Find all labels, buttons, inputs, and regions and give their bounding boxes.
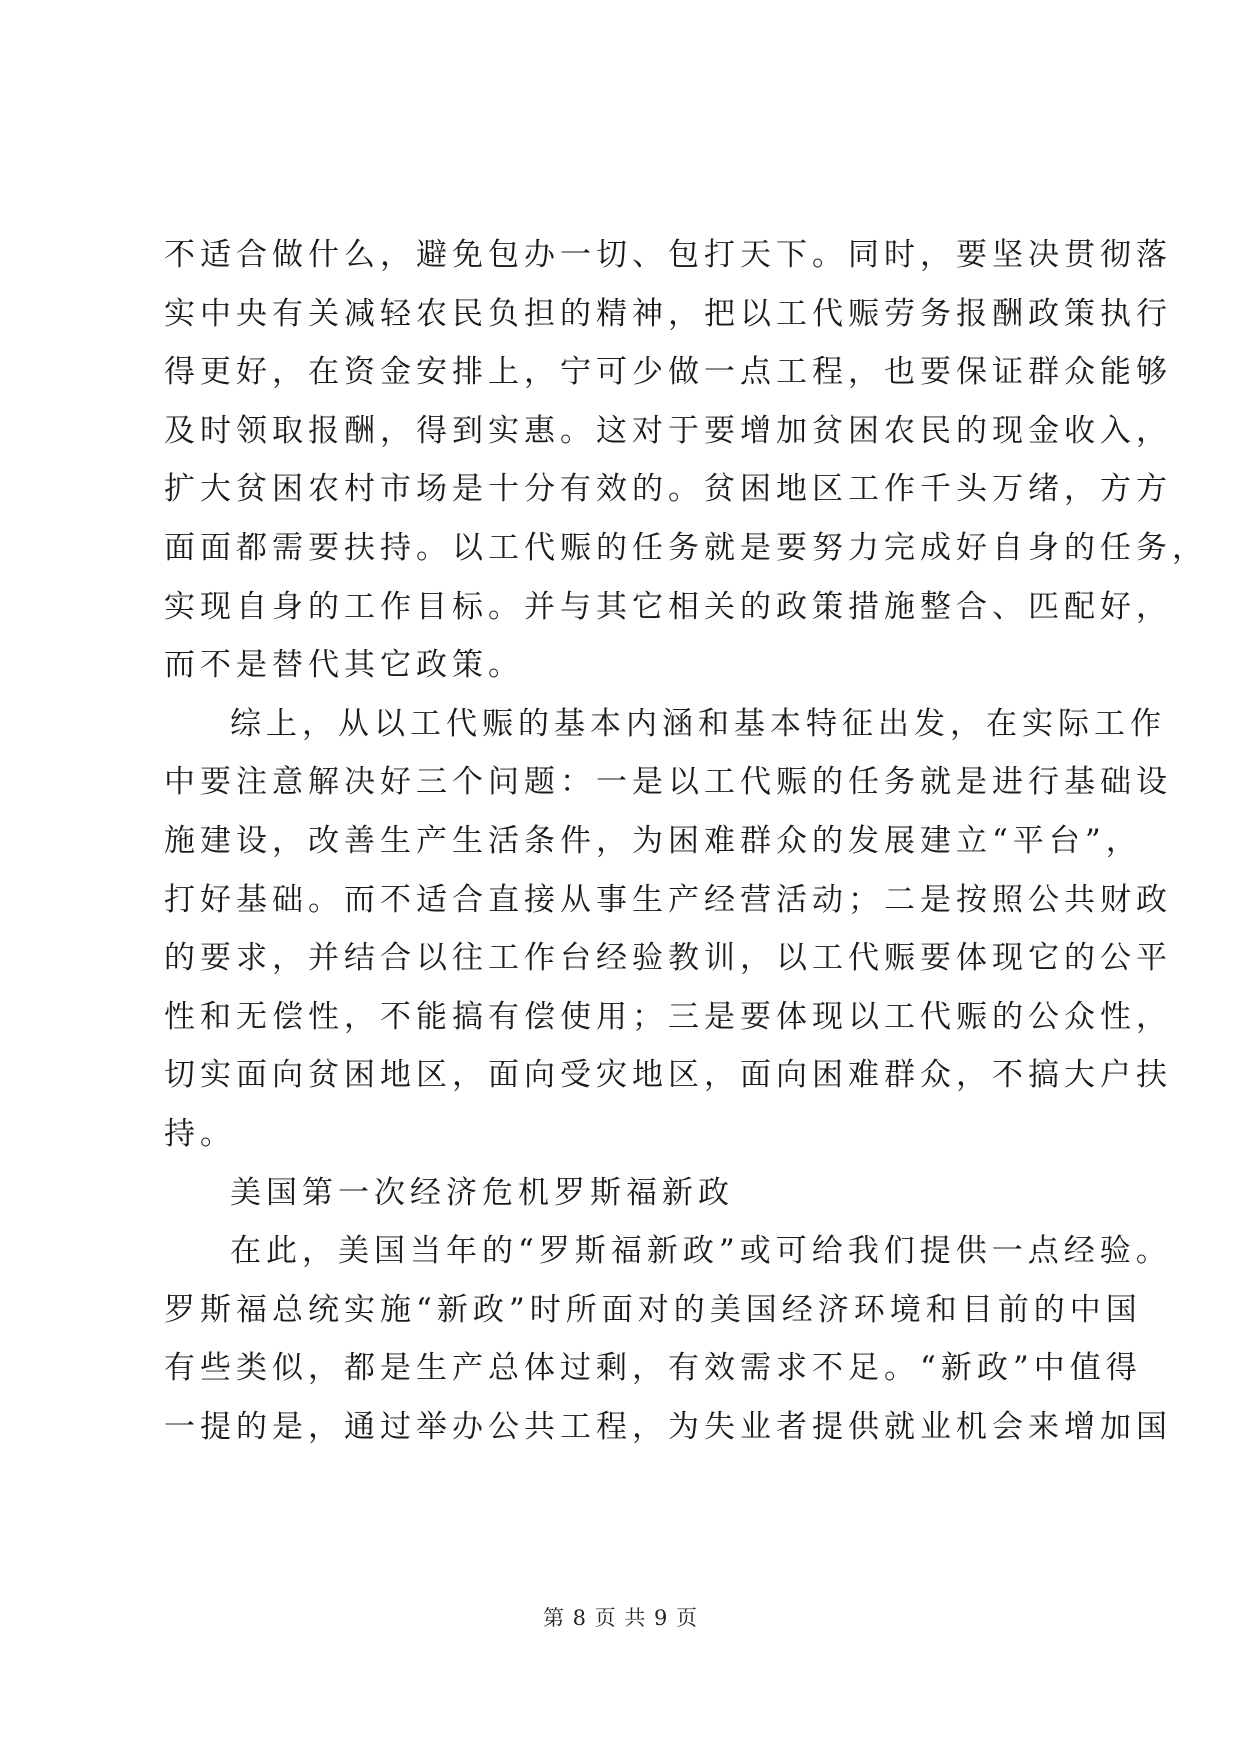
text-line: 不适合做什么，避免包办一切、包打天下。同时，要坚决贯彻落 xyxy=(164,237,1172,273)
text-line: 面面都需要扶持。以工代赈的任务就是要努力完成好自身的任务， xyxy=(164,529,1208,566)
text-line: 得更好，在资金安排上，宁可少做一点工程，也要保证群众能够 xyxy=(164,354,1172,391)
text-line: 有些类似，都是生产总体过剩，有效需求不足。“新政”中值得 xyxy=(164,1350,1142,1387)
text-line: 在此，美国当年的“罗斯福新政”或可给我们提供一点经验。 xyxy=(230,1233,1172,1270)
text-line: 美国第一次经济危机罗斯福新政 xyxy=(230,1174,734,1211)
document-body xyxy=(164,226,1208,1456)
text-line: 中要注意解决好三个问题：一是以工代赈的任务就是进行基础设 xyxy=(164,764,1172,801)
text-line: 施建设，改善生产生活条件，为困难群众的发展建立“平台”， xyxy=(164,822,1142,859)
text-line: 打好基础。而不适合直接从事生产经营活动；二是按照公共财政 xyxy=(164,881,1172,918)
text-line: 一提的是，通过举办公共工程，为失业者提供就业机会来增加国 xyxy=(164,1408,1172,1445)
text-line: 而不是替代其它政策。 xyxy=(164,647,524,684)
text-line: 的要求，并结合以往工作台经验教训，以工代赈要体现它的公平 xyxy=(164,940,1172,977)
text-line: 及时领取报酬，得到实惠。这对于要增加贫困农民的现金收入， xyxy=(164,412,1172,449)
page-footer: 第 8 页 共 9 页 xyxy=(542,1606,699,1630)
text-line: 实中央有关减轻农民负担的精神，把以工代赈劳务报酬政策执行 xyxy=(164,295,1172,332)
text-line: 性和无偿性，不能搞有偿使用；三是要体现以工代赈的公众性， xyxy=(164,998,1172,1035)
text-line: 扩大贫困农村市场是十分有效的。贫困地区工作千头万绪，方方 xyxy=(164,471,1172,508)
text-line: 实现自身的工作目标。并与其它相关的政策措施整合、匹配好， xyxy=(164,588,1172,625)
text-line: 切实面向贫困地区，面向受灾地区，面向困难群众，不搞大户扶 xyxy=(164,1057,1172,1094)
text-line: 罗斯福总统实施“新政”时所面对的美国经济环境和目前的中国 xyxy=(164,1291,1142,1328)
text-line: 综上，从以工代赈的基本内涵和基本特征出发，在实际工作 xyxy=(230,705,1166,742)
text-line: 持。 xyxy=(164,1115,236,1152)
